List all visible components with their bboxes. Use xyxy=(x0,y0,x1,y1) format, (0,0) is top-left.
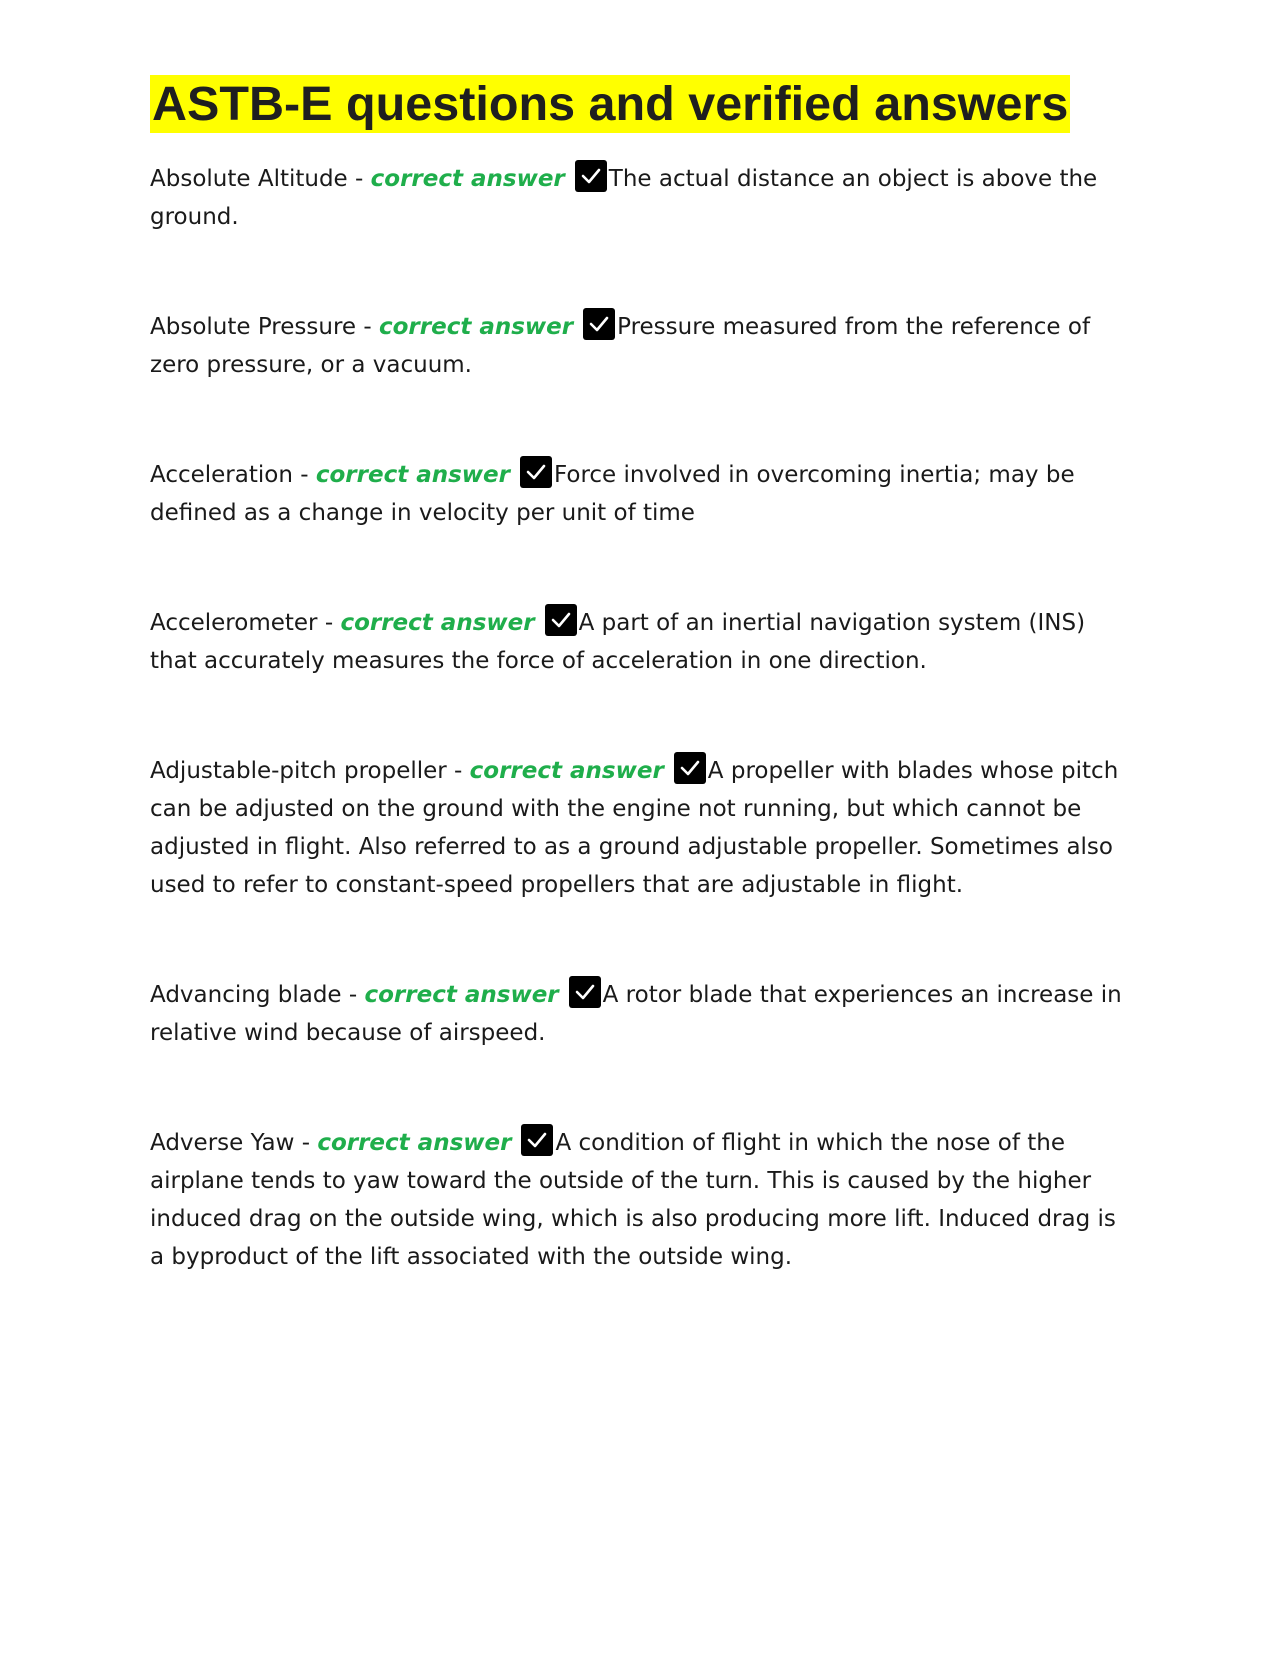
entry xyxy=(150,752,1135,904)
entry-separator: - xyxy=(356,314,379,340)
correct-answer-label: correct answer xyxy=(315,462,510,488)
entry xyxy=(150,1124,1135,1276)
title-block xyxy=(150,75,1100,133)
entry-term: Adjustable-pitch propeller xyxy=(150,758,447,784)
entry-separator: - xyxy=(446,758,470,784)
entry-definition: A condition of flight in which the nose of the airplane tends to yaw toward the outside of the turn. This is caused by the higher induced drag on the outside wing, which is also producing more lift. Induced drag is a byproduct of the lift associated with the outside wing. xyxy=(150,1130,1116,1270)
entry-separator: - xyxy=(294,1130,318,1156)
correct-answer-label: correct answer xyxy=(364,982,559,1008)
entry-term: Advancing blade xyxy=(150,982,342,1008)
entry xyxy=(150,308,1135,384)
entry-list xyxy=(150,160,1135,1276)
entry xyxy=(150,160,1135,236)
check-box-icon xyxy=(583,308,615,340)
check-box-icon xyxy=(520,456,552,488)
page-title: ASTB-E questions and verified answers xyxy=(152,77,1069,131)
entry xyxy=(150,604,1135,680)
entry-term: Adverse Yaw xyxy=(150,1130,295,1156)
entry-definition: A part of an inertial navigation system (INS) that accurately measures the force of acceleration in one direction. xyxy=(150,610,1086,674)
correct-answer-label: correct answer xyxy=(378,314,574,340)
correct-answer-label: correct answer xyxy=(370,166,565,192)
entry-separator: - xyxy=(317,610,341,636)
check-box-icon xyxy=(674,752,706,784)
correct-answer-label: correct answer xyxy=(317,1130,512,1156)
entry-term: Acceleration xyxy=(150,462,293,488)
correct-answer-label: correct answer xyxy=(340,610,535,636)
correct-answer-label: correct answer xyxy=(469,758,664,784)
entry xyxy=(150,456,1135,532)
entry-definition: Force involved in overcoming inertia; may be defined as a change in velocity per unit of time xyxy=(150,462,1075,526)
entry-definition: A propeller with blades whose pitch can be adjusted on the ground with the engine not running, but which cannot be adjusted in flight. Also referred to as a ground adjustable propeller. Sometimes also used to refer to constant-speed propellers that are adjustable in flight. xyxy=(150,758,1119,898)
check-box-icon xyxy=(545,604,577,636)
entry-separator: - xyxy=(347,166,371,192)
entry-separator: - xyxy=(292,462,316,488)
entry-definition: Pressure measured from the reference of zero pressure, or a vacuum. xyxy=(150,314,1091,378)
entry-term: Absolute Pressure xyxy=(150,314,357,340)
check-box-icon xyxy=(569,976,601,1008)
check-box-icon xyxy=(575,160,607,192)
entry-term: Absolute Altitude xyxy=(150,166,348,192)
entry-definition: A rotor blade that experiences an increase in relative wind because of airspeed. xyxy=(150,982,1122,1046)
check-box-icon xyxy=(521,1124,553,1156)
entry xyxy=(150,976,1135,1052)
entry-term: Accelerometer xyxy=(150,610,318,636)
entry-separator: - xyxy=(341,982,365,1008)
entry-definition: The actual distance an object is above the ground. xyxy=(150,166,1098,230)
